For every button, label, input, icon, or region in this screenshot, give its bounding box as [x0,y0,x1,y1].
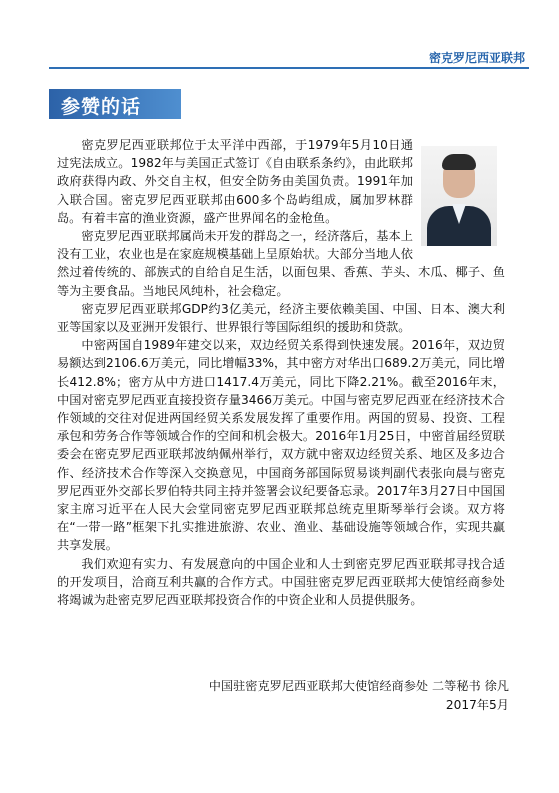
article-body [57,136,505,609]
signature-author: 中国驻密克罗尼西亚联邦大使馆经商参处 二等秘书 徐凡 [208,679,509,693]
paragraph: 密克罗尼西亚联邦GDP约3亿美元，经济主要依赖美国、中国、日本、澳大利亚等国家以及亚洲开发银行、世界银行等国际组织的援助和贷款。 [57,301,505,335]
paragraph: 密克罗尼西亚联邦属尚未开发的群岛之一，经济落后，基本上没有工业，农业也是在家庭规模基础上呈原始状。大部分当地人依然过着传统的、部族式的自给自足生活，以面包果、香蕉、芋头、木瓜、椰子、鱼等为主要食品。当地民风纯朴，社会稳定。 [57,229,505,298]
paragraph: 我们欢迎有实力、有发展意向的中国企业和人士到密克罗尼西亚联邦寻找合适的开发项目，洽商互利共赢的合作方式。中国驻密克罗尼西亚联邦大使馆经商参处将竭诚为赴密克罗尼西亚联邦投资合作的中资企业和人员提供服务。 [57,556,505,608]
signature-date: 2017年5月 [445,697,509,712]
section-title: 参赞的话 [61,96,142,118]
paragraph: 中密两国自1989年建交以来，双边经贸关系得到快速发展。2016年，双边贸易额达到2106.6万美元，同比增幅33%，其中密方对华出口689.2万美元，同比增长412.8%；密方从中方进口1417.4万美元，同比下降2.21%。截至2016年末，中国对密克罗尼西亚直接投资存量3466万美元。中国与密克罗尼西亚在经济技术合作领域的交往对促进两国经贸关系发展发挥了重要作用。两国的贸易、投资、工程承包和劳务合作等领域合作的空间和机会极大。2016年1月25日，中密首届经贸联委会在密克罗尼西亚联邦波纳佩州举行，双方就中密双边经贸关系、地区及多边合作、经济技术合作等深入交换意见，中国商务部国际贸易谈判副代表张向晨与密克罗尼西亚外交部长罗伯特共同主持并签署会议纪要备忘录。2017年3月27日中国国家主席习近平在人民大会堂同密克罗尼西亚联邦总统克里斯琴举行会谈。双方将在“一带一路”框架下扎实推进旅游、农业、渔业、基础设施等领域合作，实现共赢共享发展。 [57,338,505,553]
paragraph: 密克罗尼西亚联邦位于太平洋中西部，于1979年5月10日通过宪法成立。1982年与美国正式签订《自由联系条约》，由此联邦政府获得内政、外交自主权，但安全防务由美国负责。1991年加入联合国。密克罗尼西亚联邦由600多个岛屿组成，属加罗林群岛。有着丰富的渔业资源，盛产世界闻名的金枪鱼。 [57,138,413,225]
photo-figure-hair [442,154,476,170]
section-banner [49,89,181,119]
document-header-title: 密克罗尼西亚联邦 [428,51,525,65]
header-divider [49,67,529,69]
author-photo [421,146,497,246]
signature-block [209,677,509,714]
